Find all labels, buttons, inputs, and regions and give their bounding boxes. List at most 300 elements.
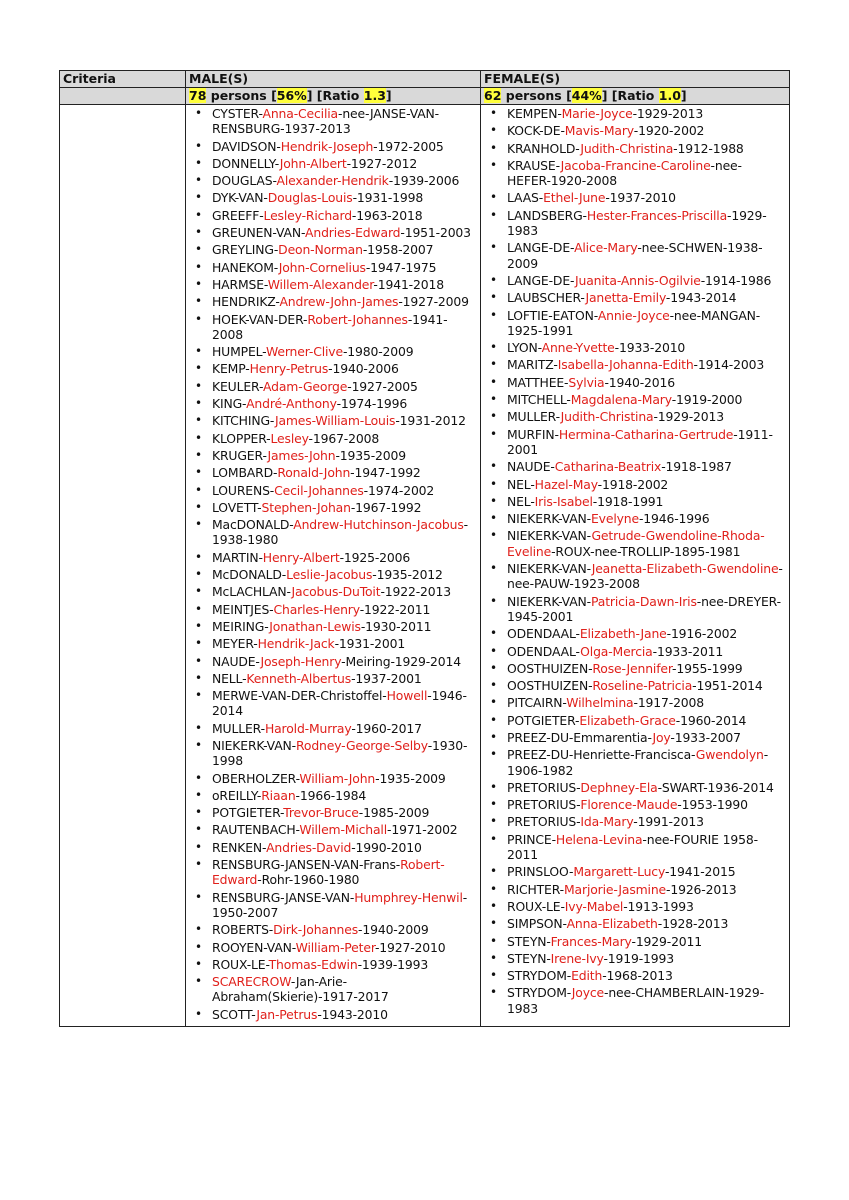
female-list-item xyxy=(481,240,789,271)
name-part: PRETORIUS- xyxy=(507,797,581,813)
male-list-item xyxy=(186,260,480,275)
female-list-item xyxy=(481,713,789,728)
name-part: PRINSLOO- xyxy=(507,864,574,880)
name-part: -Rohr-1960-1980 xyxy=(257,872,360,888)
given-names: Catharina-Beatrix xyxy=(554,459,662,475)
name-part: -ROUX-nee-TROLLIP-1895-1981 xyxy=(551,543,741,559)
male-header: MALE(S) xyxy=(186,71,481,88)
name-part: -Jan-Arie-Abraham(Skierie)-1917-2017 xyxy=(212,974,389,1005)
name-part: MEIRING- xyxy=(212,618,270,634)
name-part: SCOTT- xyxy=(212,1006,257,1022)
header-row xyxy=(60,71,790,88)
given-names: Alice-Mary xyxy=(574,240,638,256)
name-part: MEYER- xyxy=(212,636,258,652)
name-part: -nee-MANGAN-1925-1991 xyxy=(507,307,761,338)
name-part: HUMPEL- xyxy=(212,344,266,360)
female-ratio: 1.0 xyxy=(658,88,681,103)
name-part: MULLER- xyxy=(507,409,561,425)
name-part: PREEZ-DU-Henriette-Francisca- xyxy=(507,747,696,763)
male-list-item xyxy=(186,688,480,719)
name-part: -1912-1988 xyxy=(673,140,744,156)
name-part: -1927-2010 xyxy=(374,939,446,955)
name-part: -1943-2014 xyxy=(665,290,737,306)
given-names: Charles-Henry xyxy=(273,601,360,617)
name-part: -1974-1996 xyxy=(336,396,408,412)
male-list-item xyxy=(186,208,480,223)
given-names: Helena-Levina xyxy=(555,831,643,847)
female-list-item xyxy=(481,864,789,879)
female-list-item xyxy=(481,459,789,474)
name-part: -1963-2018 xyxy=(351,207,423,223)
name-part: -nee-SCHWEN-1938-2009 xyxy=(507,240,763,271)
name-part: LOURENS- xyxy=(212,482,275,498)
given-names: James-John xyxy=(267,447,336,463)
given-names: Iris-Isabel xyxy=(534,493,593,509)
male-list-item xyxy=(186,106,480,137)
male-list-item xyxy=(186,344,480,359)
female-list-item xyxy=(481,882,789,897)
name-part: -1991-2013 xyxy=(633,814,704,830)
male-list-item xyxy=(186,550,480,565)
male-list-item xyxy=(186,1007,480,1022)
male-stats-text: persons [ xyxy=(206,88,277,103)
name-part: -1931-1998 xyxy=(352,190,424,206)
male-list-item xyxy=(186,822,480,837)
female-list-item xyxy=(481,141,789,156)
female-list-item xyxy=(481,934,789,949)
female-list-item xyxy=(481,951,789,966)
given-names: Florence-Maude xyxy=(580,797,678,813)
name-part: NIEKERK-VAN- xyxy=(507,561,592,577)
given-names: John-Albert xyxy=(279,155,347,171)
name-part: KRAUSE- xyxy=(507,157,561,173)
given-names: Magdalena-Mary xyxy=(570,392,672,408)
given-names: Harold-Murray xyxy=(264,720,352,736)
name-part: oREILLY- xyxy=(212,787,262,803)
name-part: -1922-2011 xyxy=(359,601,431,617)
male-list-item xyxy=(186,312,480,343)
given-names: Isabella-Johanna-Edith xyxy=(557,357,694,373)
male-stats-text: ] xyxy=(385,88,392,103)
given-names: Hester-Frances-Priscilla xyxy=(586,207,728,223)
name-part: -1928-2013 xyxy=(657,916,729,932)
male-list-item xyxy=(186,584,480,599)
given-names: Ida-Mary xyxy=(580,814,634,830)
given-names: André-Anthony xyxy=(246,396,337,412)
name-part: -SWART-1936-2014 xyxy=(657,779,774,795)
male-list-item xyxy=(186,671,480,686)
given-names: Joy xyxy=(652,729,671,745)
name-part: -1967-1992 xyxy=(350,499,422,515)
given-names: Stephen-Johan xyxy=(261,499,351,515)
name-part: -1940-2009 xyxy=(358,922,429,938)
name-part: -1922-2013 xyxy=(380,584,451,600)
female-list-item xyxy=(481,985,789,1016)
name-part: DONNELLY- xyxy=(212,155,280,171)
given-names: Judith-Christina xyxy=(580,140,674,156)
name-part: -1914-1986 xyxy=(700,272,772,288)
given-names: Rodney-George-Selby xyxy=(295,737,428,753)
name-part: -1941-2008 xyxy=(212,311,448,342)
male-list-item xyxy=(186,156,480,171)
name-part: OOSTHUIZEN- xyxy=(507,660,593,676)
name-part: KRUGER- xyxy=(212,447,268,463)
name-part: NEL- xyxy=(507,493,535,509)
male-list-item xyxy=(186,413,480,428)
given-names: Irene-Ivy xyxy=(550,950,604,966)
name-part: NIEKERK-VAN- xyxy=(507,528,592,544)
name-part: KEMP- xyxy=(212,361,250,377)
name-part: DAVIDSON- xyxy=(212,138,281,154)
male-list-item xyxy=(186,654,480,669)
male-list-item xyxy=(186,636,480,651)
name-part: ODENDAAL- xyxy=(507,626,580,642)
female-list-item xyxy=(481,814,789,829)
female-list-item xyxy=(481,594,789,625)
name-part: -1940-2016 xyxy=(604,374,675,390)
female-list-item xyxy=(481,511,789,526)
name-part: -1929-1983 xyxy=(507,207,767,239)
male-list-item xyxy=(186,431,480,446)
name-part: -1937-2001 xyxy=(351,670,422,686)
female-stats xyxy=(481,88,790,105)
given-names: Jacobus-DuToit xyxy=(291,584,381,600)
female-list-item xyxy=(481,730,789,745)
female-percent: 44% xyxy=(571,88,602,103)
name-part: -1980-2009 xyxy=(342,344,414,360)
given-names: Anna-Elizabeth xyxy=(566,916,658,932)
name-part: PRETORIUS- xyxy=(507,814,581,830)
name-part: MERWE-VAN-DER-Christoffel- xyxy=(212,688,387,704)
name-part: McDONALD- xyxy=(212,567,287,583)
name-part: KEULER- xyxy=(212,378,264,394)
given-names: Henry-Petrus xyxy=(249,361,329,377)
female-list-item xyxy=(481,661,789,676)
given-names: Anne-Yvette xyxy=(541,340,615,356)
name-part: NELL- xyxy=(212,670,247,686)
female-list-item xyxy=(481,427,789,458)
female-list-item xyxy=(481,477,789,492)
female-header: FEMALE(S) xyxy=(481,71,790,88)
name-part: -Meiring-1929-2014 xyxy=(341,653,461,669)
name-part: LOMBARD- xyxy=(212,465,278,481)
name-part: ROBERTS- xyxy=(212,922,274,938)
name-part: HARMSE- xyxy=(212,276,268,292)
name-part: STEYN- xyxy=(507,933,551,949)
given-names: Elizabeth-Grace xyxy=(579,712,676,728)
female-list-item xyxy=(481,357,789,372)
male-list-item xyxy=(186,190,480,205)
name-part: OOSTHUIZEN- xyxy=(507,678,593,694)
name-part: -nee-HEFER-1920-2008 xyxy=(507,157,742,189)
name-part: -1913-1993 xyxy=(623,898,694,914)
name-part: -1925-2006 xyxy=(339,549,411,565)
name-part: MARTIN- xyxy=(212,549,263,565)
name-part: RENKEN- xyxy=(212,839,267,855)
name-part: -1916-2002 xyxy=(666,626,738,642)
name-part: GREUNEN-VAN- xyxy=(212,225,306,241)
male-list-item xyxy=(186,277,480,292)
name-part: ROOYEN-VAN- xyxy=(212,939,296,955)
name-part: ROUX-LE- xyxy=(507,898,565,914)
name-part: -1918-1987 xyxy=(661,459,732,475)
female-names-list xyxy=(481,105,789,1020)
name-part: -1985-2009 xyxy=(358,805,430,821)
given-names: Robert-Johannes xyxy=(307,311,408,327)
given-names: Joseph-Henry xyxy=(260,653,342,669)
given-names: Lesley-Richard xyxy=(263,207,352,223)
female-stats-text: persons [ xyxy=(501,88,572,103)
name-part: NIEKERK-VAN- xyxy=(507,511,591,527)
male-list-item xyxy=(186,294,480,309)
male-list-item xyxy=(186,379,480,394)
given-names: Anna-Cecilia xyxy=(262,106,338,121)
female-list-item xyxy=(481,528,789,559)
male-list-item xyxy=(186,517,480,548)
name-part: LOFTIE-EATON- xyxy=(507,307,598,323)
given-names: Gwendolyn xyxy=(695,747,764,763)
name-part: -1946-2014 xyxy=(212,688,467,719)
male-list-item xyxy=(186,396,480,411)
given-names: Howell xyxy=(386,688,428,704)
criteria-header: Criteria xyxy=(60,71,186,88)
female-list-item xyxy=(481,678,789,693)
name-part: MARITZ- xyxy=(507,357,558,373)
female-list-item xyxy=(481,747,789,778)
given-names: Lesley xyxy=(270,430,309,446)
name-part: LANGE-DE- xyxy=(507,240,575,256)
name-part: -1951-2014 xyxy=(692,678,763,694)
male-list-item xyxy=(186,721,480,736)
name-part: MULLER- xyxy=(212,720,265,736)
name-part: -1990-2010 xyxy=(351,839,422,855)
name-part: OBERHOLZER- xyxy=(212,770,300,786)
name-part: LOVETT- xyxy=(212,499,262,515)
name-part: RAUTENBACH- xyxy=(212,822,300,838)
name-part: SIMPSON- xyxy=(507,916,567,932)
name-part: -1930-2011 xyxy=(360,618,432,634)
given-names: Trevor-Bruce xyxy=(283,805,359,821)
given-names: William-John xyxy=(299,770,376,786)
given-names: Annie-Joyce xyxy=(597,307,670,323)
female-list-item xyxy=(481,626,789,641)
name-part: LANGE-DE- xyxy=(507,272,576,288)
name-part: -1960-2017 xyxy=(351,720,422,736)
name-part: -1931-2012 xyxy=(395,413,466,429)
given-names: Hazel-May xyxy=(534,476,598,492)
name-part: -nee-DREYER-1945-2001 xyxy=(507,593,781,624)
given-names: Hendrik-Joseph xyxy=(280,138,374,154)
name-part: GREEFF- xyxy=(212,207,264,223)
female-list-item xyxy=(481,208,789,239)
name-part: -nee-JANSE-VAN-RENSBURG-1937-2013 xyxy=(212,106,440,137)
male-list-item xyxy=(186,974,480,1005)
name-part: -1919-2000 xyxy=(671,392,743,408)
given-names: Sylvia xyxy=(568,374,605,390)
name-part: POTGIETER- xyxy=(212,805,284,821)
document-page xyxy=(59,70,789,1027)
name-part: -1917-2008 xyxy=(633,695,705,711)
name-part: DYK-VAN- xyxy=(212,190,268,206)
name-part: -1939-2006 xyxy=(388,173,460,189)
name-part: -1920-2002 xyxy=(633,123,705,139)
given-names: Jeanetta-Elizabeth-Gwendoline xyxy=(591,561,779,577)
name-part: -1929-2011 xyxy=(631,933,703,949)
female-list-item xyxy=(481,340,789,355)
name-part: MATTHEE- xyxy=(507,374,569,390)
name-part: MacDONALD- xyxy=(212,517,294,533)
name-part: -1906-1982 xyxy=(507,747,769,778)
given-names: Judith-Christina xyxy=(560,409,654,425)
male-list-item xyxy=(186,139,480,154)
name-part: LANDSBERG- xyxy=(507,207,587,223)
name-part: NIEKERK-VAN- xyxy=(212,737,296,753)
female-list-item xyxy=(481,375,789,390)
name-part: GREYLING- xyxy=(212,242,279,258)
male-list-item xyxy=(186,361,480,376)
persons-table xyxy=(59,70,790,1027)
female-list-item xyxy=(481,561,789,592)
name-part: -1926-2013 xyxy=(666,881,737,897)
given-names: Evelyne xyxy=(590,511,639,527)
name-part: -1947-1992 xyxy=(350,465,421,481)
name-part: -1958-2007 xyxy=(362,242,434,258)
given-names: Cecil-Johannes xyxy=(274,482,364,498)
male-list-item xyxy=(186,788,480,803)
female-list-item xyxy=(481,968,789,983)
given-names: Janetta-Emily xyxy=(585,290,666,306)
name-part: HANEKOM- xyxy=(212,259,279,275)
name-part: PREEZ-DU-Emmarentia- xyxy=(507,729,653,745)
name-part: RENSBURG-JANSE-VAN- xyxy=(212,889,355,905)
name-part: -1927-2009 xyxy=(398,294,469,310)
given-names: Ethel-June xyxy=(543,190,606,206)
name-part: KING- xyxy=(212,396,247,412)
stats-row xyxy=(60,88,790,105)
name-part: KLOPPER- xyxy=(212,430,271,446)
male-list-item xyxy=(186,840,480,855)
name-part: STRYDOM- xyxy=(507,968,572,984)
given-names: Wilhelmina xyxy=(566,695,634,711)
female-list-item xyxy=(481,273,789,288)
male-stats xyxy=(186,88,481,105)
name-part: -1939-1993 xyxy=(357,956,429,972)
names-row xyxy=(60,105,790,1027)
name-part: PRINCE- xyxy=(507,831,556,847)
name-part: -1918-1991 xyxy=(592,493,664,509)
given-names: Adam-George xyxy=(263,378,348,394)
given-names: Alexander-Hendrik xyxy=(276,173,389,189)
name-part: -1918-2002 xyxy=(597,476,669,492)
name-part: -nee-CHAMBERLAIN-1929-1983 xyxy=(507,985,764,1016)
name-part: -1971-2002 xyxy=(387,822,458,838)
name-part: NAUDE- xyxy=(212,653,261,669)
name-part: -1929-2013 xyxy=(632,106,704,121)
given-names: Marjorie-Jasmine xyxy=(564,881,667,897)
stats-criteria-cell xyxy=(60,88,186,105)
given-names: Dirk-Johannes xyxy=(273,922,359,938)
male-list-item xyxy=(186,242,480,257)
female-list-item xyxy=(481,290,789,305)
given-names: Jonathan-Lewis xyxy=(269,618,361,634)
male-list-item xyxy=(186,771,480,786)
female-names-cell xyxy=(481,105,790,1027)
name-part: MITCHELL- xyxy=(507,392,571,408)
female-list-item xyxy=(481,494,789,509)
male-percent: 56% xyxy=(276,88,307,103)
name-part: MURFIN- xyxy=(507,426,559,442)
given-names: Roseline-Patricia xyxy=(592,678,693,694)
given-names: Douglas-Louis xyxy=(267,190,353,206)
name-part: RICHTER- xyxy=(507,881,565,897)
given-names: Elizabeth-Jane xyxy=(579,626,667,642)
name-part: -1941-2018 xyxy=(373,276,444,292)
name-part: LYON- xyxy=(507,340,542,356)
name-part: -1966-1984 xyxy=(295,787,367,803)
female-list-item xyxy=(481,308,789,339)
name-part: DOUGLAS- xyxy=(212,173,277,189)
male-list-item xyxy=(186,567,480,582)
given-names: William-Peter xyxy=(295,939,375,955)
name-part: -nee-FOURIE 1958-2011 xyxy=(507,831,758,863)
name-part: -1940-2006 xyxy=(328,361,399,377)
given-names: Kenneth-Albertus xyxy=(246,670,352,686)
name-part: -1967-2008 xyxy=(308,430,380,446)
given-names: Rose-Jennifer xyxy=(592,660,673,676)
given-names: Hendrik-Jack xyxy=(257,636,335,652)
given-names: Riaan xyxy=(261,787,296,803)
name-part: -1951-2003 xyxy=(400,225,471,241)
given-names: Ivy-Mabel xyxy=(564,898,624,914)
male-list-item xyxy=(186,857,480,888)
given-names: Andrew-Hutchinson-Jacobus xyxy=(293,517,464,533)
name-part: -1927-2012 xyxy=(346,155,418,171)
given-names: John-Cornelius xyxy=(278,259,366,275)
name-part: LAAS- xyxy=(507,190,544,206)
name-part: KEMPEN- xyxy=(507,106,562,121)
given-names: Willem-Michall xyxy=(299,822,388,838)
name-part: -1931-2001 xyxy=(334,636,406,652)
female-stats-text: ] xyxy=(680,88,687,103)
given-names: Getrude-Gwendoline-Rhoda-Eveline xyxy=(507,528,765,559)
male-names-list xyxy=(186,105,480,1026)
name-part: PRETORIUS- xyxy=(507,779,581,795)
given-names: Robert-Edward xyxy=(212,857,445,888)
given-names: Deon-Norman xyxy=(278,242,363,258)
name-part: -1960-2014 xyxy=(675,712,747,728)
name-part: -1938-1980 xyxy=(212,517,468,548)
name-part: HOEK-VAN-DER- xyxy=(212,311,308,327)
name-part: -1933-2010 xyxy=(614,340,686,356)
name-part: McLACHLAN- xyxy=(212,584,292,600)
name-part: STRYDOM- xyxy=(507,985,572,1001)
name-part: -1935-2012 xyxy=(372,567,443,583)
name-part: RENSBURG-JANSEN-VAN-Frans- xyxy=(212,857,401,873)
given-names: Andries-David xyxy=(266,839,352,855)
female-list-item xyxy=(481,832,789,863)
female-list-item xyxy=(481,797,789,812)
name-part: -1933-2007 xyxy=(670,729,741,745)
given-names: Marie-Joyce xyxy=(561,106,633,121)
given-names: Dephney-Ela xyxy=(580,779,658,795)
criteria-cell xyxy=(60,105,186,1027)
name-part: -1955-1999 xyxy=(672,660,743,676)
name-part: ROUX-LE- xyxy=(212,956,269,972)
given-names: Patricia-Dawn-Iris xyxy=(590,593,697,609)
male-list-item xyxy=(186,922,480,937)
male-list-item xyxy=(186,173,480,188)
name-part: -1930-1998 xyxy=(212,737,468,769)
